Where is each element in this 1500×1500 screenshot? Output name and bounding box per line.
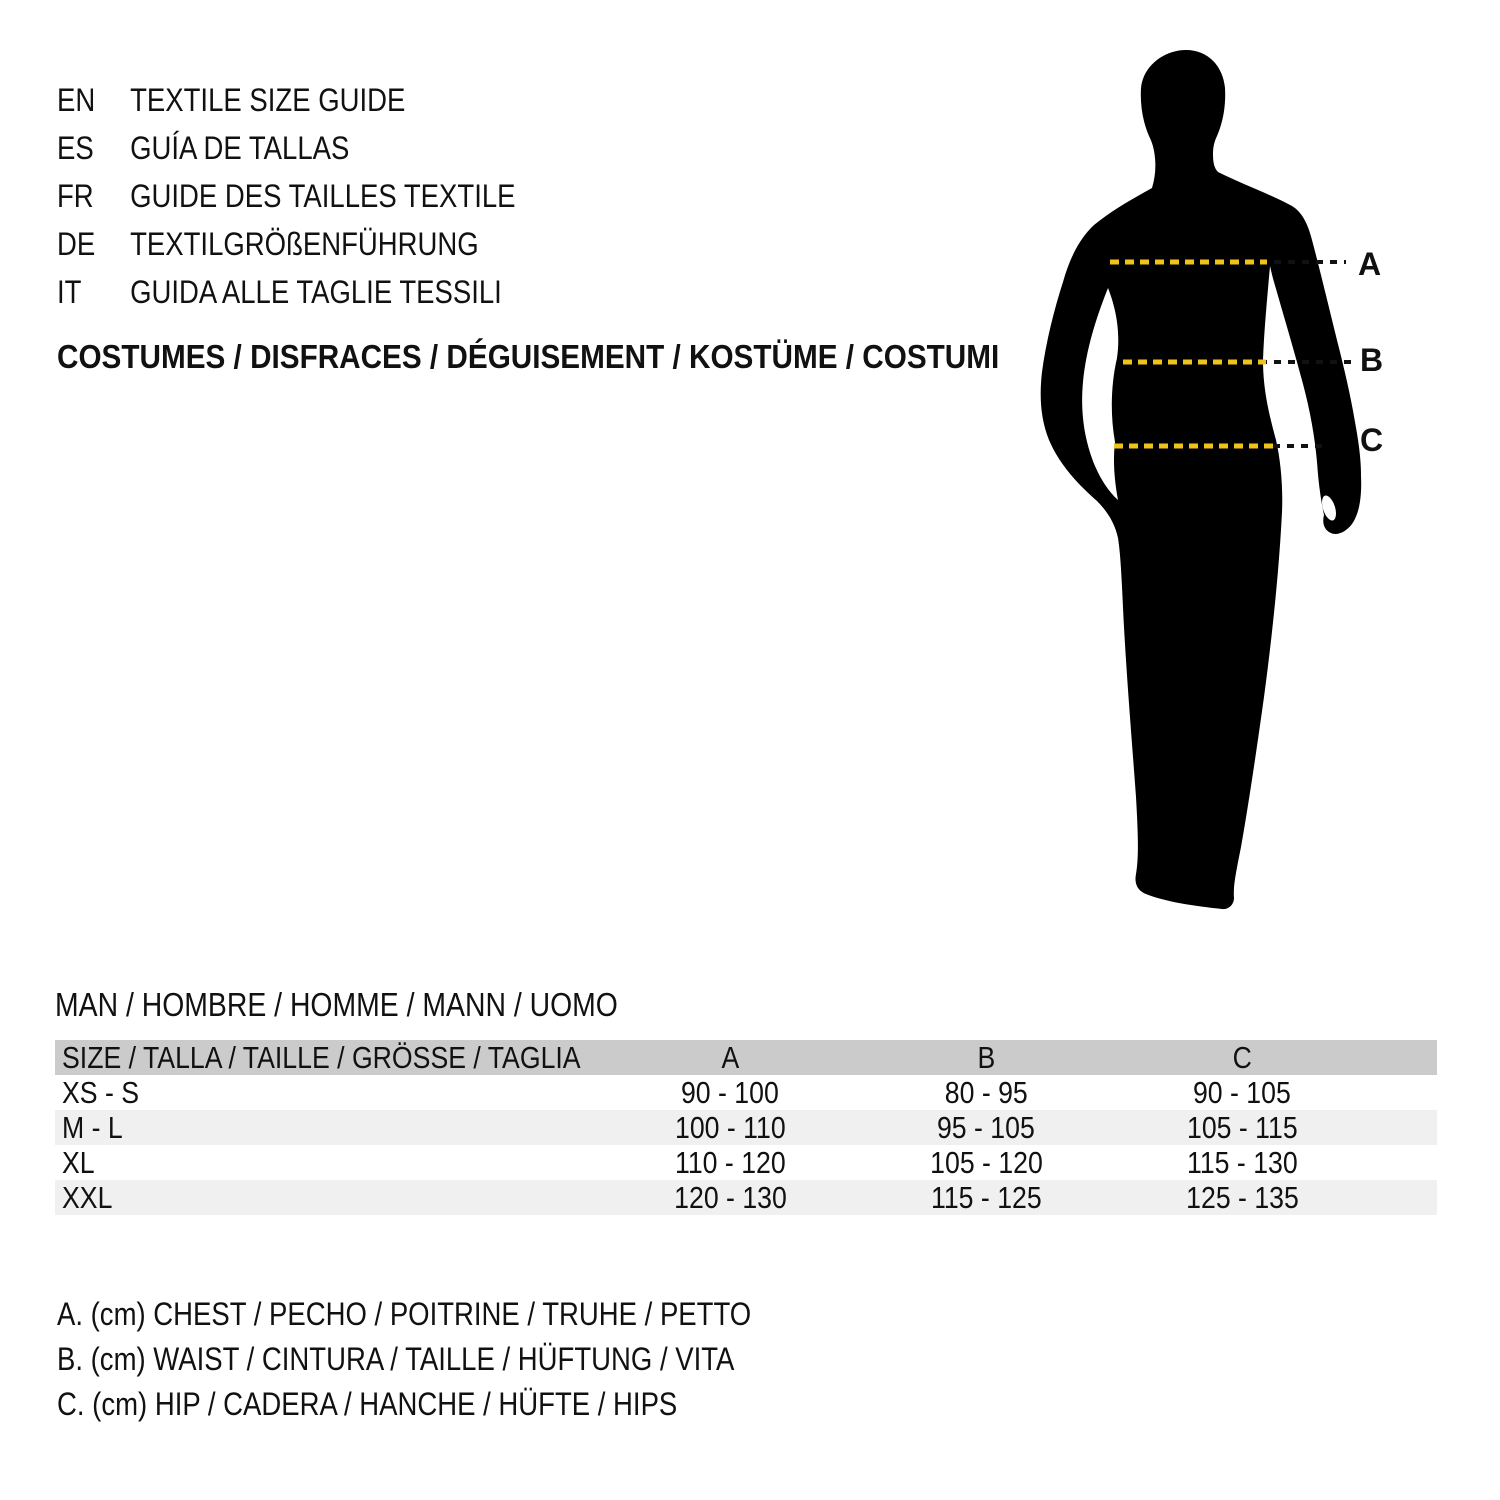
value-cell: 125 - 135 xyxy=(1185,1180,1299,1215)
table-row xyxy=(55,1145,1437,1180)
language-code: ES xyxy=(57,130,94,166)
language-row xyxy=(57,268,590,316)
language-row xyxy=(57,220,590,268)
size-cell: XL xyxy=(62,1145,95,1180)
value-cell: 110 - 120 xyxy=(674,1145,786,1180)
table-header-row xyxy=(55,1040,1437,1075)
measure-label-a: A xyxy=(1358,246,1382,282)
legend-waist: B. (cm) WAIST / CINTURA / TAILLE / HÜFTUNG / VITA xyxy=(57,1341,735,1377)
language-row xyxy=(57,172,590,220)
man-silhouette-figure xyxy=(1030,42,1370,922)
section-title: MAN / HOMBRE / HOMME / MANN / UOMO xyxy=(55,986,618,1023)
language-label: TEXTILE SIZE GUIDE xyxy=(130,82,406,118)
language-label: GUIDA ALLE TAGLIE TESSILI xyxy=(130,274,502,310)
category-title: COSTUMES / DISFRACES / DÉGUISEMENT / KOSTÜME / COSTUMI xyxy=(57,338,1000,375)
value-cell: 95 - 105 xyxy=(937,1110,1035,1145)
column-header-c: C xyxy=(1232,1040,1252,1075)
value-cell: 120 - 130 xyxy=(673,1180,787,1215)
column-header-size: SIZE / TALLA / TAILLE / GRÖSSE / TAGLIA xyxy=(62,1040,581,1075)
language-row xyxy=(57,124,590,172)
value-cell: 115 - 130 xyxy=(1186,1145,1298,1180)
language-label: TEXTILGRÖßENFÜHRUNG xyxy=(130,226,479,262)
value-cell: 80 - 95 xyxy=(944,1075,1028,1110)
language-list xyxy=(57,76,590,316)
legend-hip: C. (cm) HIP / CADERA / HANCHE / HÜFTE / HIPS xyxy=(57,1386,678,1422)
value-cell: 100 - 110 xyxy=(674,1110,786,1145)
column-header-a: A xyxy=(721,1040,739,1075)
measurement-legend xyxy=(57,1292,864,1427)
size-cell: M - L xyxy=(62,1110,123,1145)
value-cell: 115 - 125 xyxy=(930,1180,1042,1215)
value-cell: 90 - 105 xyxy=(1193,1075,1291,1110)
man-silhouette xyxy=(1041,50,1362,909)
measure-label-b: B xyxy=(1360,342,1384,378)
language-code: EN xyxy=(57,82,96,118)
language-label: GUIDE DES TAILLES TEXTILE xyxy=(130,178,516,214)
value-cell: 105 - 120 xyxy=(929,1145,1043,1180)
language-label: GUÍA DE TALLAS xyxy=(130,130,350,166)
legend-chest: A. (cm) CHEST / PECHO / POITRINE / TRUHE / PETTO xyxy=(57,1296,752,1332)
value-cell: 90 - 100 xyxy=(681,1075,779,1110)
table-row xyxy=(55,1075,1437,1110)
table-row xyxy=(55,1180,1437,1215)
value-cell: 105 - 115 xyxy=(1186,1110,1298,1145)
language-code: IT xyxy=(57,274,82,310)
table-row xyxy=(55,1110,1437,1145)
column-header-b: B xyxy=(977,1040,995,1075)
language-code: FR xyxy=(57,178,94,214)
size-table xyxy=(55,1040,1437,1215)
measure-label-c: C xyxy=(1360,422,1384,458)
language-row xyxy=(57,76,590,124)
size-cell: XXL xyxy=(62,1180,113,1215)
size-cell: XS - S xyxy=(62,1075,140,1110)
language-code: DE xyxy=(57,226,96,262)
